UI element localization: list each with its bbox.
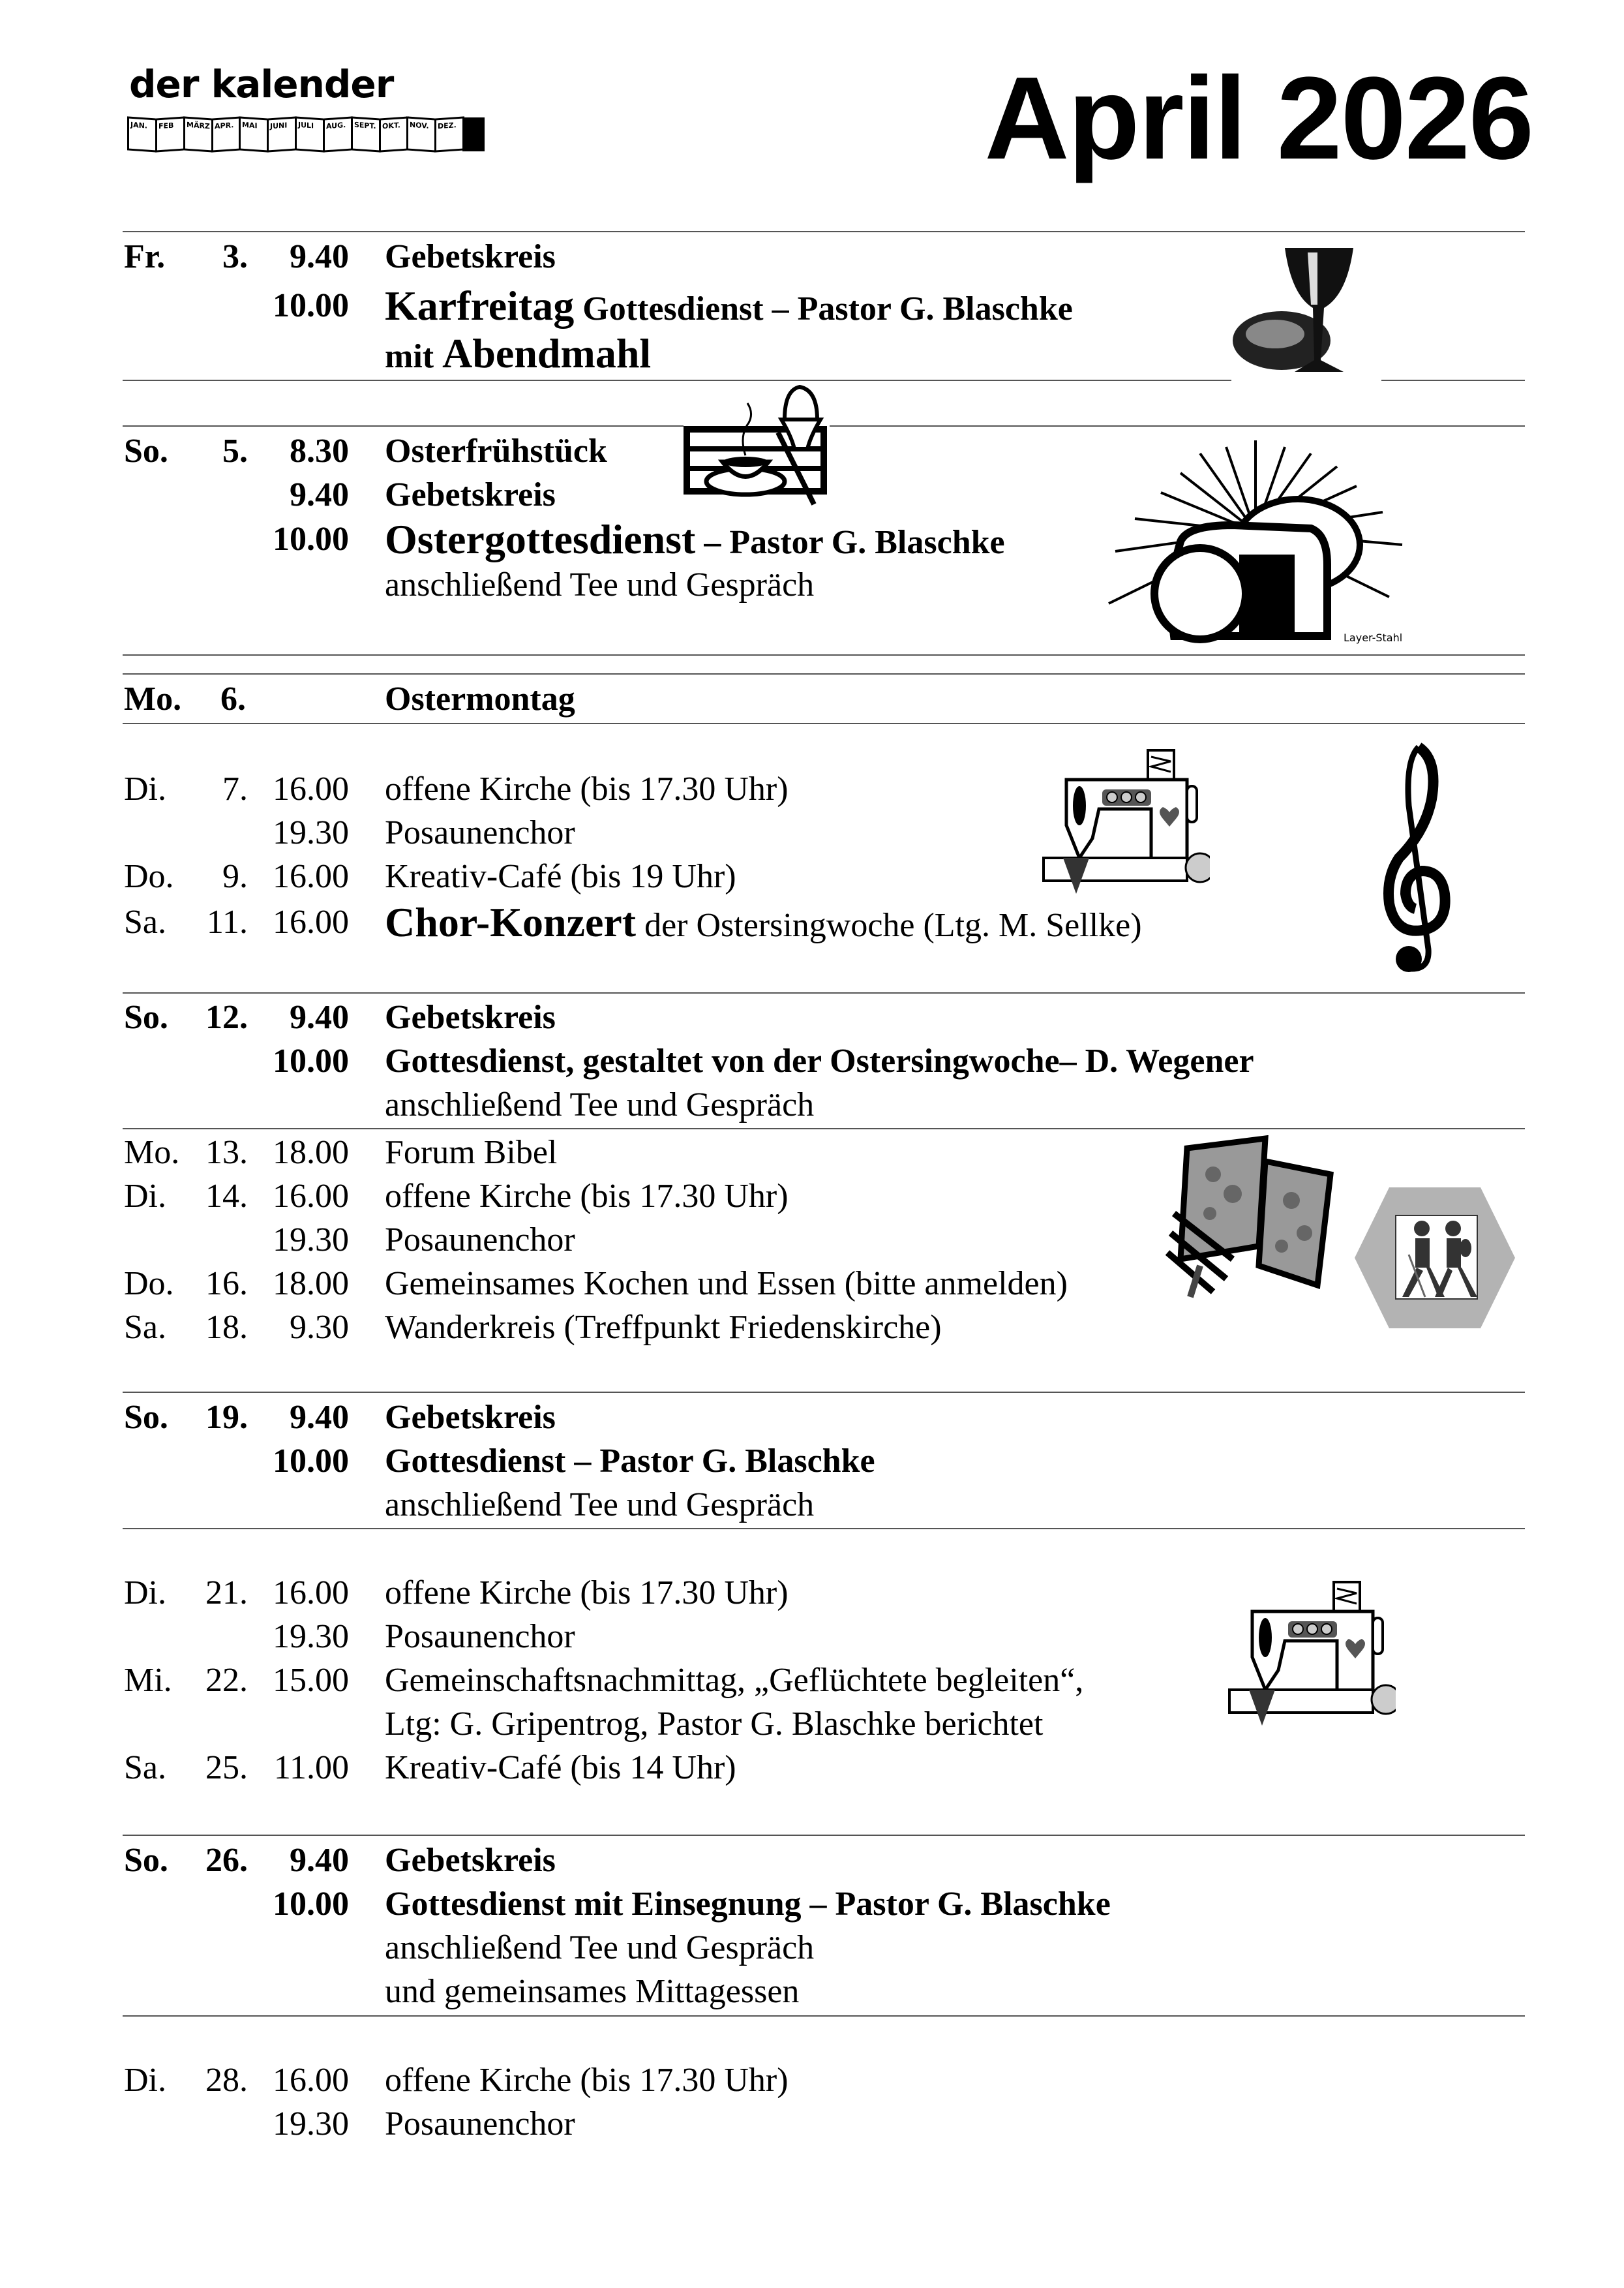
divider [123, 231, 1525, 232]
divider [123, 1392, 1525, 1393]
time: 10.00 [273, 1043, 349, 1080]
day: 16. [205, 1265, 248, 1302]
event-text: Gemeinschaftsnachmittag, „Geflüchtete begleiten“, [385, 1662, 1084, 1699]
logo-strip-end [462, 117, 485, 151]
weekday: Do. [124, 858, 174, 895]
time: 9.40 [290, 1399, 349, 1436]
event-text: Kreativ-Café (bis 14 Uhr) [385, 1749, 736, 1786]
divider [123, 673, 1525, 675]
logo-month: OKT. [379, 116, 409, 152]
weekday: Mo. [124, 1134, 180, 1171]
time: 16.00 [273, 858, 349, 895]
time: 16.00 [273, 904, 349, 941]
logo-month: NOV. [406, 116, 436, 152]
hiking-sign-icon [1353, 1186, 1516, 1330]
event-text: Posaunenchor [385, 2105, 575, 2143]
time: 16.00 [273, 1574, 349, 1611]
easter-breakfast-icon [684, 384, 834, 508]
event-text: offene Kirche (bis 17.30 Uhr) [385, 770, 789, 808]
der-kalender-logo [129, 62, 494, 157]
divider [123, 1128, 1525, 1129]
divider [123, 992, 1525, 994]
weekday: Sa. [124, 904, 166, 941]
time: 16.00 [273, 1178, 349, 1215]
time: 9.40 [290, 1842, 349, 1879]
time: 19.30 [273, 2105, 349, 2143]
weekday: Di. [124, 770, 166, 808]
divider [830, 425, 1525, 427]
sewing-machine-icon [1040, 747, 1210, 897]
open-bible-icon [1161, 1135, 1350, 1298]
day: 28. [205, 2062, 248, 2099]
divider [123, 1835, 1525, 1836]
page-title: April 2026 [984, 53, 1533, 184]
sewing-machine-icon [1226, 1579, 1396, 1729]
weekday: So. [124, 999, 168, 1036]
event-title: Karfreitag [385, 282, 575, 329]
event-text: Posaunenchor [385, 1221, 575, 1258]
event-text: offene Kirche (bis 17.30 Uhr) [385, 1574, 789, 1611]
time: 18.00 [273, 1265, 349, 1302]
event-text: Gottesdienst – Pastor G. Blaschke [574, 290, 1073, 328]
divider [123, 723, 1525, 724]
day: 25. [205, 1749, 248, 1786]
divider [1381, 380, 1525, 381]
event-title: Abendmahl [442, 330, 652, 376]
weekday: Sa. [124, 1749, 166, 1786]
event-text: anschließend Tee und Gespräch [385, 566, 815, 603]
event-text: Gebetskreis [385, 999, 556, 1036]
logo-month: DEZ. [434, 116, 464, 152]
event-text: Kreativ-Café (bis 19 Uhr) [385, 858, 736, 895]
logo-month: JULI [295, 116, 325, 152]
event-text: Gemeinsames Kochen und Essen (bitte anmelden) [385, 1265, 1068, 1302]
weekday: Di. [124, 1574, 166, 1611]
treble-clef-icon [1376, 740, 1454, 982]
logo-month: SEPT. [351, 116, 381, 152]
divider [123, 2015, 1525, 2017]
image-credit: Layer-Stahl [1344, 632, 1403, 644]
time: 10.00 [273, 1442, 349, 1480]
event-text: Gebetskreis [385, 238, 556, 275]
time: 10.00 [273, 521, 349, 558]
logo-month: FEB [155, 116, 185, 152]
logo-month: JAN. [127, 116, 157, 152]
time: 18.00 [273, 1134, 349, 1171]
weekday: Di. [124, 2062, 166, 2099]
event-text: mit [385, 338, 443, 375]
weekday: So. [124, 433, 168, 470]
time: 8.30 [290, 433, 349, 470]
event-text: anschließend Tee und Gespräch [385, 1486, 815, 1523]
weekday: Fr. [124, 238, 166, 275]
divider [123, 654, 1525, 656]
logo-text: der kalender [129, 62, 394, 106]
event-title: Chor-Konzert [385, 899, 637, 945]
time: 9.40 [290, 238, 349, 275]
day: 26. [205, 1842, 248, 1879]
event-text: Gottesdienst, gestaltet von der Ostersingwoche– D. Wegener [385, 1043, 1254, 1080]
day: 13. [205, 1134, 248, 1171]
time: 19.30 [273, 1618, 349, 1655]
day: 19. [205, 1399, 248, 1436]
event-text: Forum Bibel [385, 1134, 558, 1171]
divider [123, 1528, 1525, 1529]
event-text: offene Kirche (bis 17.30 Uhr) [385, 1178, 789, 1215]
logo-month: AUG. [323, 116, 353, 152]
time: 11.00 [273, 1749, 349, 1786]
day: 21. [205, 1574, 248, 1611]
event-text: offene Kirche (bis 17.30 Uhr) [385, 2062, 789, 2099]
event-text: Gebetskreis [385, 1399, 556, 1436]
chalice-bread-icon [1229, 243, 1373, 380]
event-text: – Pastor G. Blaschke [695, 524, 1005, 561]
weekday: Do. [124, 1265, 174, 1302]
time: 10.00 [273, 1885, 349, 1923]
divider [123, 380, 1231, 381]
day: 6. [220, 680, 246, 718]
event-text: Gottesdienst – Pastor G. Blaschke [385, 1442, 875, 1480]
logo-month: MÄRZ [183, 116, 213, 152]
time: 10.00 [273, 287, 349, 324]
time: 16.00 [273, 770, 349, 808]
time: 16.00 [273, 2062, 349, 2099]
time: 9.30 [290, 1309, 349, 1346]
logo-month: MAI [239, 116, 269, 152]
time: 9.40 [290, 476, 349, 513]
event-text: Ltg: G. Gripentrog, Pastor G. Blaschke berichtet [385, 1705, 1044, 1743]
logo-month: APR. [211, 116, 241, 152]
time: 9.40 [290, 999, 349, 1036]
weekday: So. [124, 1399, 168, 1436]
weekday: Di. [124, 1178, 166, 1215]
event-text: anschließend Tee und Gespräch [385, 1086, 815, 1123]
day: 9. [222, 858, 248, 895]
logo-month-strip [129, 117, 485, 151]
divider [123, 425, 684, 427]
event-text: Osterfrühstück [385, 433, 607, 470]
time: 19.30 [273, 1221, 349, 1258]
weekday: Sa. [124, 1309, 166, 1346]
day: 7. [222, 770, 248, 808]
day: 11. [206, 904, 248, 941]
day: 5. [222, 433, 248, 470]
day: 3. [222, 238, 248, 275]
event-text: Gebetskreis [385, 1842, 556, 1879]
event-text: der Ostersingwoche (Ltg. M. Sellke) [636, 907, 1142, 944]
event-text: anschließend Tee und Gespräch [385, 1929, 815, 1966]
event-text: und gemeinsames Mittagessen [385, 1973, 800, 2010]
day: 22. [205, 1662, 248, 1699]
weekday: Mi. [124, 1662, 172, 1699]
event-text: Gebetskreis [385, 476, 556, 513]
event-text: Wanderkreis (Treffpunkt Friedenskirche) [385, 1309, 942, 1346]
time: 15.00 [273, 1662, 349, 1699]
weekday: So. [124, 1842, 168, 1879]
logo-month: JUNI [267, 116, 297, 152]
day: 12. [205, 999, 248, 1036]
day: 18. [205, 1309, 248, 1346]
event-title: Ostergottesdienst [385, 516, 696, 562]
day: 14. [205, 1178, 248, 1215]
event-text: Posaunenchor [385, 1618, 575, 1655]
event-text: Posaunenchor [385, 814, 575, 851]
weekday: Mo. [124, 680, 182, 718]
event-text: Gottesdienst mit Einsegnung – Pastor G. Blaschke [385, 1885, 1111, 1923]
empty-tomb-icon [1102, 434, 1409, 649]
time: 19.30 [273, 814, 349, 851]
event-text: Ostermontag [385, 680, 575, 718]
